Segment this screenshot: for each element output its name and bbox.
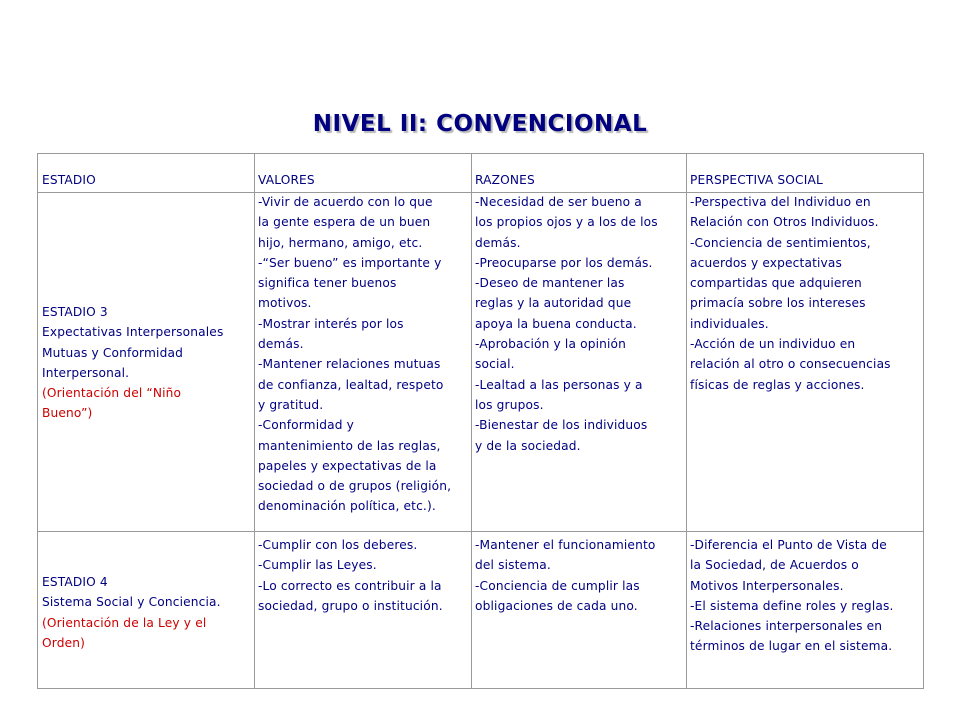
perspectiva-line: -Diferencia el Punto de Vista de <box>690 538 887 552</box>
razones-line: los grupos. <box>475 397 544 412</box>
column-divider <box>254 154 255 688</box>
perspectiva-line: compartidas que adquieren <box>690 276 862 291</box>
row2-razones-cell <box>475 535 656 616</box>
perspectiva-line: Relación con Otros Individuos. <box>690 215 879 230</box>
perspectiva-line: -Conciencia de sentimientos, <box>690 235 871 250</box>
valores-line: -“Ser bueno” es importante y <box>258 255 442 270</box>
razones-line: social. <box>475 357 515 372</box>
razones-line: del sistema. <box>475 558 551 573</box>
page-title: NIVEL II: CONVENCIONAL <box>312 111 648 137</box>
header-valores: VALORES <box>258 173 315 187</box>
estadio-line: Sistema Social y Conciencia. <box>42 595 221 610</box>
row-divider <box>38 531 923 532</box>
row1-estadio-cell <box>42 302 223 424</box>
razones-line: -Aprobación y la opinión <box>475 337 627 352</box>
estadio-orientation-line: (Orientación del “Niño <box>42 386 182 401</box>
razones-line: -Preocuparse por los demás. <box>475 255 653 270</box>
perspectiva-line: -Perspectiva del Individuo en <box>690 195 871 209</box>
valores-line: significa tener buenos <box>258 276 397 291</box>
row1-perspectiva-cell <box>690 192 891 395</box>
estadio-line: Expectativas Interpersonales <box>42 325 224 340</box>
estadio-orientation-line: (Orientación de la Ley y el <box>42 615 207 630</box>
header-perspectiva-social: PERSPECTIVA SOCIAL <box>690 173 823 187</box>
estadio-line: ESTADIO 3 <box>42 305 108 319</box>
razones-line: -Lealtad a las personas y a <box>475 377 643 392</box>
header-estadio: ESTADIO <box>42 173 96 187</box>
valores-line: mantenimiento de las reglas, <box>258 438 441 453</box>
razones-line: apoya la buena conducta. <box>475 316 637 331</box>
razones-line: -Conciencia de cumplir las <box>475 578 640 593</box>
estadio-orientation-line: Bueno”) <box>42 406 93 421</box>
perspectiva-line: primacía sobre los intereses <box>690 296 866 311</box>
razones-line: -Bienestar de los individuos <box>475 418 648 433</box>
razones-line: -Necesidad de ser bueno a <box>475 195 642 209</box>
razones-line: -Mantener el funcionamiento <box>475 538 656 552</box>
razones-line: y de la sociedad. <box>475 438 581 453</box>
estadio-line: Mutuas y Conformidad <box>42 345 183 360</box>
perspectiva-line: -Acción de un individuo en <box>690 337 856 352</box>
valores-line: -Mostrar interés por los <box>258 316 404 331</box>
valores-line: -Vivir de acuerdo con lo que <box>258 195 433 209</box>
valores-line: de confianza, lealtad, respeto <box>258 377 444 392</box>
razones-line: -Deseo de mantener las <box>475 276 625 291</box>
razones-line: obligaciones de cada uno. <box>475 598 638 613</box>
row2-estadio-cell <box>42 572 221 653</box>
perspectiva-line: relación al otro o consecuencias <box>690 357 891 372</box>
valores-line: sociedad, grupo o institución. <box>258 598 443 613</box>
valores-line: la gente espera de un buen <box>258 215 431 230</box>
perspectiva-line: acuerdos y expectativas <box>690 255 843 270</box>
valores-line: papeles y expectativas de la <box>258 458 437 473</box>
estadio-line: ESTADIO 4 <box>42 575 108 589</box>
valores-line: -Cumplir con los deberes. <box>258 538 418 552</box>
razones-line: reglas y la autoridad que <box>475 296 632 311</box>
valores-line: hijo, hermano, amigo, etc. <box>258 235 423 250</box>
valores-line: -Lo correcto es contribuir a la <box>258 578 442 593</box>
stages-table <box>37 153 924 689</box>
row2-perspectiva-cell <box>690 535 894 657</box>
valores-line: -Cumplir las Leyes. <box>258 558 377 573</box>
valores-line: -Conformidad y <box>258 418 355 433</box>
razones-line: los propios ojos y a los de los <box>475 215 658 230</box>
perspectiva-line: Motivos Interpersonales. <box>690 578 844 593</box>
header-razones: RAZONES <box>475 173 535 187</box>
perspectiva-line: términos de lugar en el sistema. <box>690 639 893 654</box>
perspectiva-line: la Sociedad, de Acuerdos o <box>690 558 859 573</box>
estadio-orientation-line: Orden) <box>42 635 86 650</box>
valores-line: motivos. <box>258 296 312 311</box>
perspectiva-line: -Relaciones interpersonales en <box>690 619 883 634</box>
row1-valores-cell <box>258 192 451 517</box>
column-divider <box>471 154 472 688</box>
perspectiva-line: -El sistema define roles y reglas. <box>690 598 894 613</box>
estadio-line: Interpersonal. <box>42 365 130 380</box>
razones-line: demás. <box>475 235 521 250</box>
row2-valores-cell <box>258 535 443 616</box>
perspectiva-line: individuales. <box>690 316 769 331</box>
column-divider <box>686 154 687 688</box>
valores-line: sociedad o de grupos (religión, <box>258 479 452 494</box>
valores-line: y gratitud. <box>258 397 324 412</box>
perspectiva-line: físicas de reglas y acciones. <box>690 377 865 392</box>
valores-line: demás. <box>258 337 304 352</box>
row1-razones-cell <box>475 192 658 456</box>
valores-line: denominación política, etc.). <box>258 499 436 514</box>
valores-line: -Mantener relaciones mutuas <box>258 357 441 372</box>
